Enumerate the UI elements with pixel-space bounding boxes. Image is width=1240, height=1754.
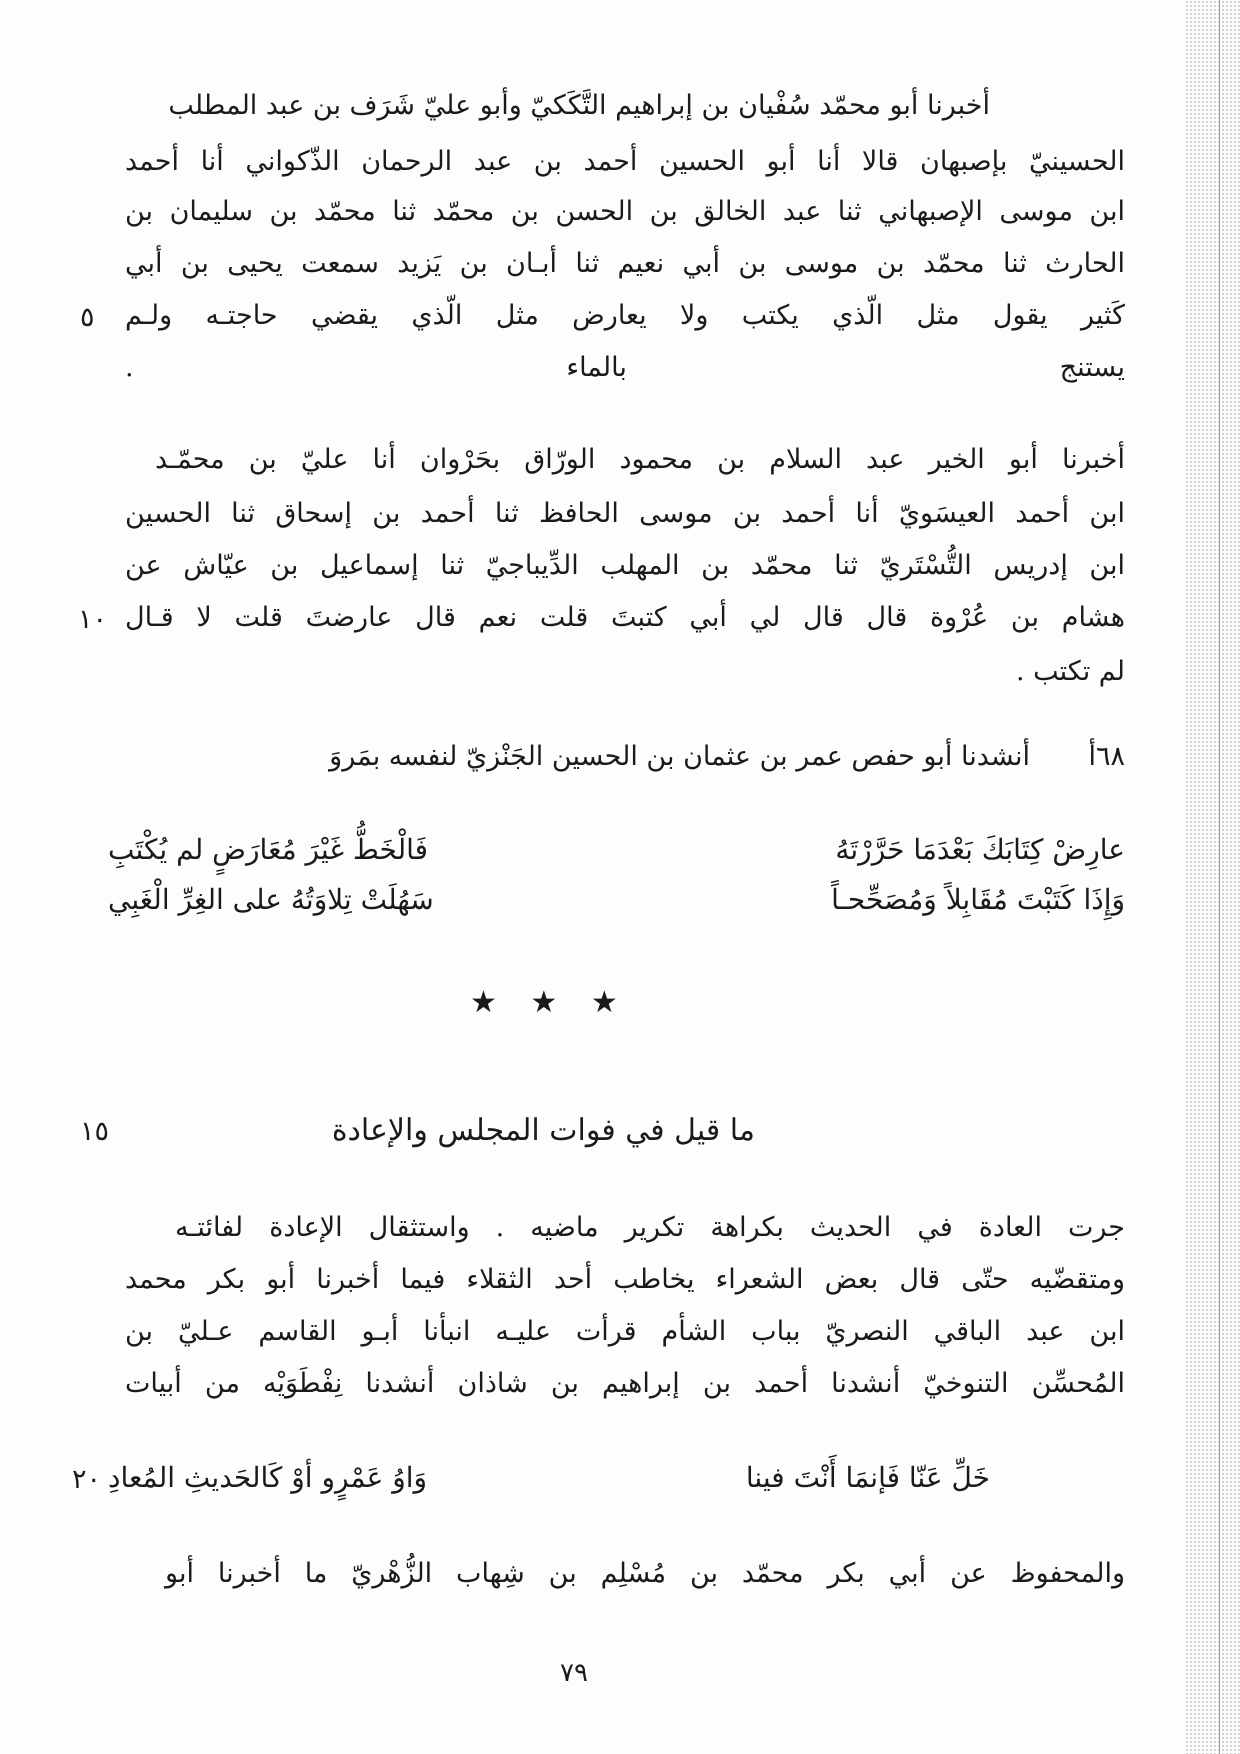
- margin-line-number-15: ١٥: [80, 1116, 110, 1147]
- paragraph1-line-2: الحسينيّ بإصبهان قالا أنا أبو الحسين أحمد بن عبد الرحمان الذّكواني أنا أحمد: [125, 146, 1125, 177]
- margin-line-number-5: ٥: [80, 302, 95, 333]
- paragraph1-line-4: الحارث ثنا محمّد بن موسى بن أبي نعيم ثنا أبـان بن يَزيد سمعت يحيى بن أبي: [125, 248, 1125, 279]
- verse1-second-hemistich: فَالْخَطُّ غَيْرَ مُعَارَضٍ لم يُكْتَبِ: [108, 833, 429, 866]
- verse2-second-hemistich: سَهُلَتْ تِلاوَتُهُ على الغِرِّ الْغَبِي: [108, 883, 434, 916]
- verse2-first-hemistich: وَإِذَا كَتَبْتَ مُقَابِلاً وَمُصَحِّحـاً: [831, 883, 1125, 916]
- margin-line-number-20: ٢٠: [72, 1464, 102, 1495]
- paragraph2-line-4: هشام بن عُرْوة قال قال لي أبي كتبتَ قلت نعم قال عارضتَ قلت لا قـال: [125, 602, 1125, 633]
- paragraph2-line-5: لم تكتب .: [1015, 656, 1125, 687]
- paragraph1-line-6: يستنج بالماء .: [125, 352, 1125, 383]
- paragraph2-line-3: ابن إدريس التُّسْتَريّ ثنا محمّد بن المهلب الدِّيباجيّ ثنا إسماعيل بن عيّاش عن: [125, 550, 1125, 581]
- paragraph1-line-5: كَثير يقول مثل الّذي يكتب ولا يعارض مثل الّذي يقضي حاجتـه ولـم: [125, 300, 1125, 331]
- margin-line-number-10: ١٠: [78, 604, 108, 635]
- paragraph3-line-1: جرت العادة في الحديث بكراهة تكرير ماضيه . واستثقال الإعادة لفائتـه: [175, 1212, 1125, 1243]
- paragraph3-line-4: المُحسِّن التنوخيّ أنشدنا أحمد بن إبراهيم بن شاذان أنشدنا نِفْطَوَيْه من أبيات: [125, 1368, 1125, 1399]
- paragraph3-line-2: ومتقضّيه حتّى قال بعض الشعراء يخاطب أحد الثقلاء فيما أخبرنا أبو بكر محمد: [125, 1264, 1125, 1295]
- item68-intro: أنشدنا أبو حفص عمر بن عثمان بن الحسين الجَنْزيّ لنفسه بمَروَ: [329, 741, 1030, 772]
- section-separator-stars: ★ ★ ★: [470, 985, 630, 1020]
- paragraph2-line-1: أخبرنا أبو الخير عبد السلام بن محمود الورّاق بحَرْوان أنا عليّ بن محمّـد: [155, 444, 1125, 475]
- scan-edge-texture: [1185, 0, 1240, 1754]
- scan-edge-line: [1219, 0, 1220, 1754]
- item-number-68a: ٦٨أ: [1088, 741, 1125, 772]
- paragraph4-line-1: والمحفوظ عن أبي بكر محمّد بن مُسْلِم بن شِهاب الزُّهْريّ ما أخبرنا أبو: [165, 1558, 1125, 1589]
- paragraph1-line-1: أخبرنا أبو محمّد سُفْيان بن إبراهيم التَّكَكيّ وأبو عليّ شَرَف بن عبد المطلب: [168, 90, 990, 121]
- paragraph3-line-3: ابن عبد الباقي النصريّ بباب الشأم قرأت عليـه انبأنا أبـو القاسم عـليّ بن: [125, 1316, 1125, 1347]
- page-number: ٧٩: [560, 1658, 588, 1688]
- verse3-second-hemistich: وَاوُ عَمْرٍو أوْ كَالحَديثِ المُعادِ: [108, 1461, 428, 1494]
- paragraph2-line-2: ابن أحمد العيسَويّ أنا أحمد بن موسى الحافظ ثنا أحمد بن إسحاق ثنا الحسين: [125, 498, 1125, 529]
- verse1-first-hemistich: عارِضْ كِتَابَكَ بَعْدَمَا حَرَّرْتَهُ: [835, 833, 1125, 866]
- verse3-first-hemistich: خَلِّ عَنّا فَإنمَا أَنْتَ فينا: [745, 1461, 990, 1494]
- section-heading: ما قيل في فوات المجلس والإعادة: [331, 1113, 755, 1148]
- paragraph1-line-3: ابن موسى الإصبهاني ثنا عبد الخالق بن الحسن بن محمّد ثنا محمّد بن سليمان بن: [125, 196, 1125, 227]
